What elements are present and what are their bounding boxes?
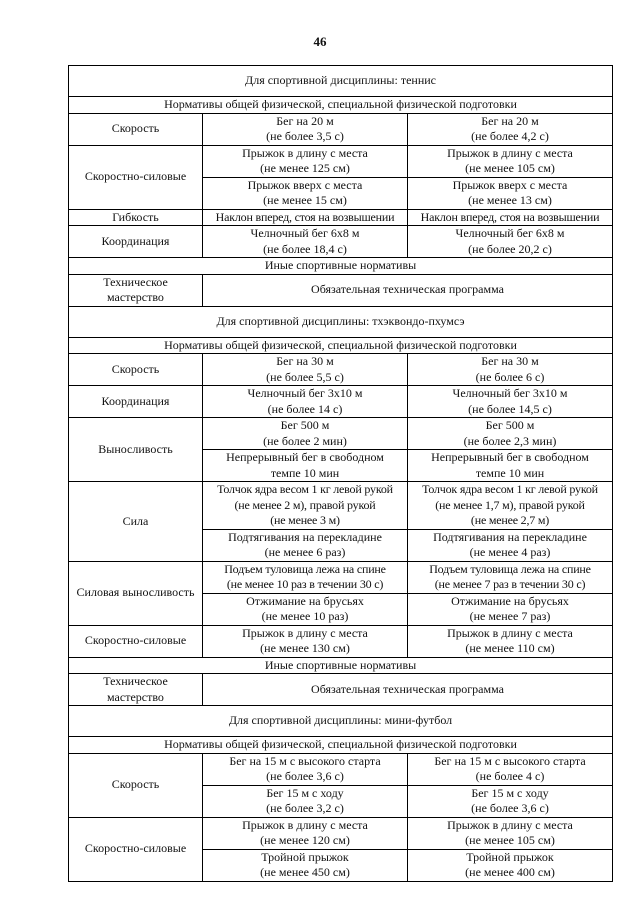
category-label: Гибкость — [69, 209, 203, 226]
norm-cell: Бег на 30 м (не более 5,5 с) — [203, 354, 408, 386]
norm-cell: Подтягивания на перекладине (не менее 6 раз) — [203, 529, 408, 561]
norm-cell: Прыжок в длину с места (не менее 105 см) — [408, 145, 613, 177]
section-title-taekwondo: Для спортивной дисциплины: тхэквондо-пхумсэ — [69, 306, 613, 337]
norm-cell: Бег на 20 м (не более 3,5 с) — [203, 113, 408, 145]
norm-cell: Прыжок вверх с места (не менее 15 см) — [203, 177, 408, 209]
norm-cell: Челночный бег 6х8 м (не более 18,4 с) — [203, 226, 408, 258]
norm-cell: Обязательная техническая программа — [203, 274, 613, 306]
table-row — [69, 209, 613, 226]
category-label: Скоростно-силовые — [69, 817, 203, 881]
ofp-header: Нормативы общей физической, специальной физической подготовки — [69, 737, 613, 754]
ofp-header-row — [69, 337, 613, 354]
norm-cell: Бег 15 м с ходу (не более 3,6 с) — [408, 785, 613, 817]
norm-cell: Подтягивания на перекладине (не менее 4 раз) — [408, 529, 613, 561]
section-title-tennis: Для спортивной дисциплины: теннис — [69, 66, 613, 97]
other-header-row — [69, 258, 613, 275]
norm-cell: Тройной прыжок (не менее 400 см) — [408, 849, 613, 881]
norm-cell: Прыжок в длину с места (не менее 125 см) — [203, 145, 408, 177]
norm-cell: Тройной прыжок (не менее 450 см) — [203, 849, 408, 881]
other-norms-header: Иные спортивные нормативы — [69, 657, 613, 674]
norm-cell: Подъем туловища лежа на спине (не менее 10 раз в течении 30 с) — [203, 561, 408, 593]
page-number: 46 — [313, 34, 327, 49]
ofp-header-row — [69, 97, 613, 114]
section-title-row — [69, 66, 613, 97]
norm-cell: Непрерывный бег в свободном темпе 10 мин — [203, 450, 408, 482]
norm-cell: Бег на 15 м с высокого старта (не более 4 с) — [408, 753, 613, 785]
table-row — [69, 625, 613, 657]
other-norms-header: Иные спортивные нормативы — [69, 258, 613, 275]
norm-cell: Бег на 15 м с высокого старта (не более 3,6 с) — [203, 753, 408, 785]
section-title-minifootball: Для спортивной дисциплины: мини-футбол — [69, 706, 613, 737]
category-label: Скоростно-силовые — [69, 145, 203, 209]
norm-cell: Прыжок в длину с места (не менее 120 см) — [203, 817, 408, 849]
norm-cell: Наклон вперед, стоя на возвышении — [203, 209, 408, 226]
table-row — [69, 145, 613, 177]
norm-cell: Бег 15 м с ходу (не более 3,2 с) — [203, 785, 408, 817]
category-label: Скорость — [69, 113, 203, 145]
table-row — [69, 274, 613, 306]
norm-cell: Прыжок в длину с места (не менее 130 см) — [203, 625, 408, 657]
table-row — [69, 418, 613, 450]
norm-cell: Подъем туловища лежа на спине (не менее 7 раз в течении 30 с) — [408, 561, 613, 593]
norm-cell: Бег 500 м (не более 2 мин) — [203, 418, 408, 450]
section-title-row — [69, 306, 613, 337]
category-label: Скорость — [69, 354, 203, 386]
norm-cell: Прыжок в длину с места (не менее 105 см) — [408, 817, 613, 849]
table-row — [69, 386, 613, 418]
norm-cell: Прыжок вверх с места (не менее 13 см) — [408, 177, 613, 209]
table-row — [69, 113, 613, 145]
table-row — [69, 817, 613, 849]
norm-cell: Бег на 30 м (не более 6 с) — [408, 354, 613, 386]
standards-table — [68, 65, 613, 882]
norm-cell: Обязательная техническая программа — [203, 674, 613, 706]
section-title-row — [69, 706, 613, 737]
category-label: Сила — [69, 482, 203, 562]
category-label: Скоростно-силовые — [69, 625, 203, 657]
norm-cell: Бег на 20 м (не более 4,2 с) — [408, 113, 613, 145]
norm-cell: Наклон вперед, стоя на возвышении — [408, 209, 613, 226]
category-label: Техническое мастерство — [69, 274, 203, 306]
table-row — [69, 354, 613, 386]
table-row — [69, 561, 613, 593]
norm-cell: Челночный бег 3х10 м (не более 14 с) — [203, 386, 408, 418]
ofp-header: Нормативы общей физической, специальной физической подготовки — [69, 337, 613, 354]
category-label: Координация — [69, 386, 203, 418]
category-label: Силовая выносливость — [69, 561, 203, 625]
norm-cell: Отжимание на брусьях (не менее 7 раз) — [408, 593, 613, 625]
norm-cell: Бег 500 м (не более 2,3 мин) — [408, 418, 613, 450]
norm-cell: Толчок ядра весом 1 кг левой рукой (не менее 2 м), правой рукой (не менее 3 м) — [203, 482, 408, 530]
category-label: Координация — [69, 226, 203, 258]
table-row — [69, 753, 613, 785]
ofp-header: Нормативы общей физической, специальной физической подготовки — [69, 97, 613, 114]
category-label: Выносливость — [69, 418, 203, 482]
table-row — [69, 674, 613, 706]
table-row — [69, 226, 613, 258]
category-label: Скорость — [69, 753, 203, 817]
norm-cell: Отжимание на брусьях (не менее 10 раз) — [203, 593, 408, 625]
norm-cell: Непрерывный бег в свободном темпе 10 мин — [408, 450, 613, 482]
other-header-row — [69, 657, 613, 674]
ofp-header-row — [69, 737, 613, 754]
norm-cell: Толчок ядра весом 1 кг левой рукой (не менее 1,7 м), правой рукой (не менее 2,7 м) — [408, 482, 613, 530]
norm-cell: Челночный бег 6х8 м (не более 20,2 с) — [408, 226, 613, 258]
norm-cell: Челночный бег 3х10 м (не более 14,5 с) — [408, 386, 613, 418]
category-label: Техническое мастерство — [69, 674, 203, 706]
table-row — [69, 482, 613, 530]
norm-cell: Прыжок в длину с места (не менее 110 см) — [408, 625, 613, 657]
